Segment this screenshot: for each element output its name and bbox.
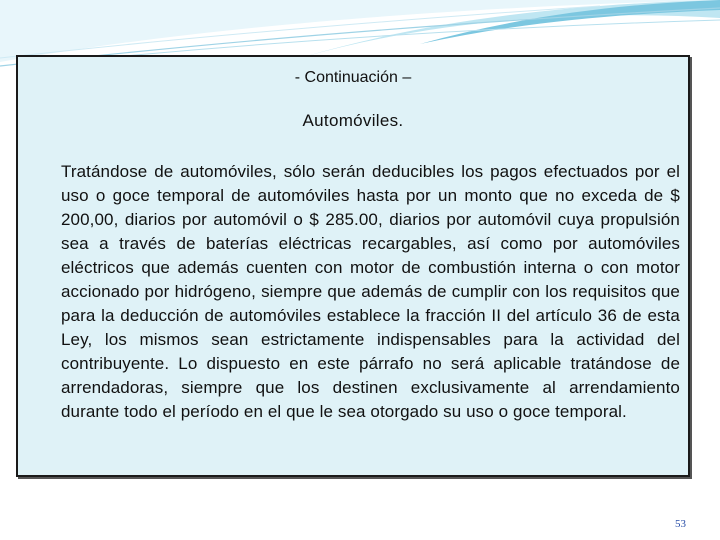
page-number: 53 <box>675 518 686 530</box>
body-paragraph: Tratándose de automóviles, sólo serán deducibles los pagos efectuados por el uso o goce temporal de automóviles hasta por un monto que no exceda de $ 200,00, diarios por automóvil o $ 285.00, diarios por automóvil cuya propulsión sea a través de baterías eléctricas recargables, así como por automóviles eléctricos que además cuenten con motor de combustión interna o con motor accionado por hidrógeno, siempre que además de cumplir con los requisitos que para la deducción de automóviles establece la fracción II del artículo 36 de esta Ley, los mismos sean estrictamente indispensables para la actividad del contribuyente. Lo dispuesto en este párrafo no será aplicable tratándose de arrendadoras, siempre que los destinen exclusivamente al arrendamiento durante todo el período en el que le sea otorgado su uso o goce temporal. <box>61 162 680 421</box>
content-panel <box>16 55 690 477</box>
section-title: Automóviles. <box>302 111 404 130</box>
section-continuation-label: - Continuación – <box>294 69 412 86</box>
